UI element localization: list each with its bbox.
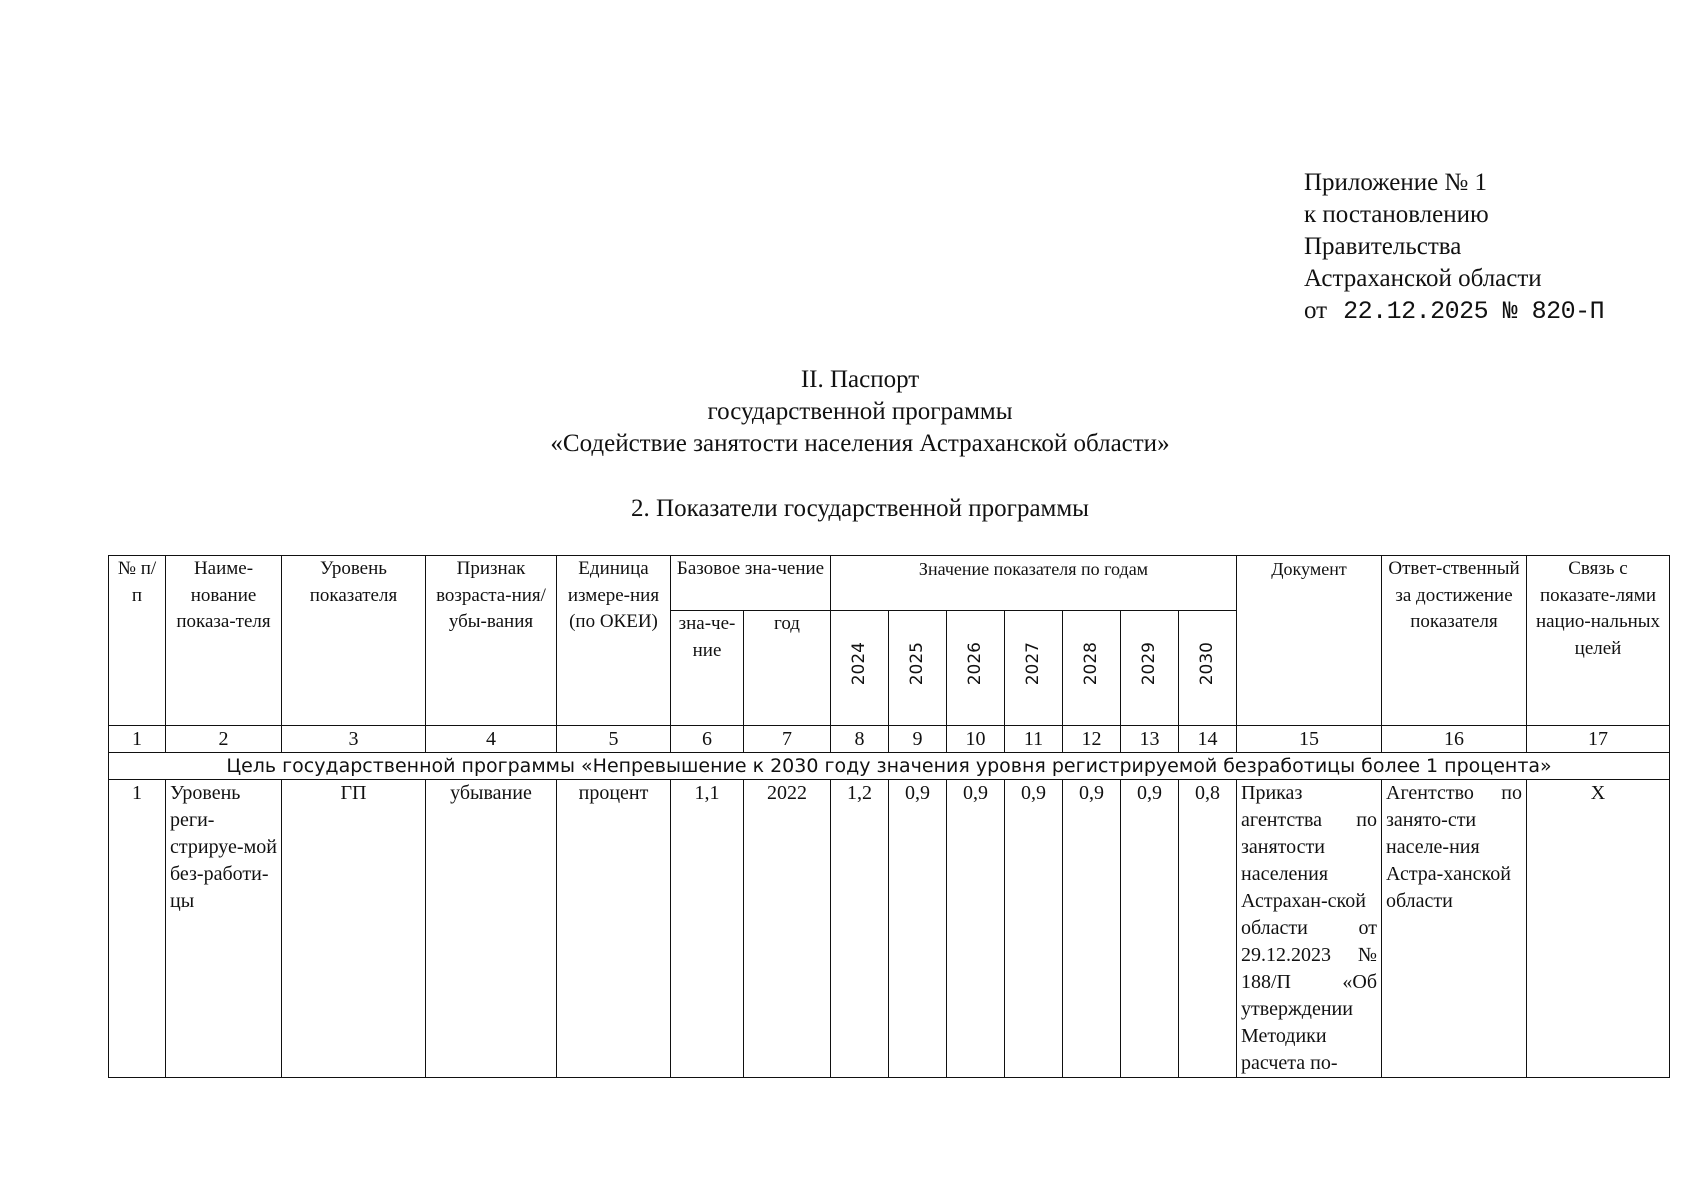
col-number: 5 [557,726,671,753]
header-year-2027 [1005,611,1063,726]
header-by-years: Значение показателя по годам [831,556,1237,611]
row-document: Приказ агентства по занятости населения Астрахан-ской области от 29.12.2023 № 188/П «Об утверждении Методики расчета по- [1237,780,1382,1078]
row-base-year: 2022 [744,780,831,1078]
row-value-2028: 0,9 [1063,780,1121,1078]
appendix-line-4: Астраханской области [1304,265,1542,292]
header-year-2024 [831,611,889,726]
header-trend: Признак возраста-ния/убы-вания [426,556,557,726]
row-trend: убывание [426,780,557,1078]
appendix-block [1304,167,1604,328]
col-number: 4 [426,726,557,753]
program-goal: Цель государственной программы «Непревышение к 2030 году значения уровня регистрируемой безработицы более 1 процента» [109,753,1670,780]
year-label: 2028 [1081,642,1102,686]
col-number: 2 [166,726,282,753]
col-number: 10 [947,726,1005,753]
title-line-3: «Содействие занятости населения Астраханской области» [550,430,1170,457]
row-num: 1 [109,780,166,1078]
col-number: 1 [109,726,166,753]
appendix-date-prefix: от [1304,297,1328,324]
header-base-year: год [744,611,831,726]
header-base: Базовое зна-чение [671,556,831,611]
row-responsible: Агентство по занято-сти населе-ния Астра-ханской области [1382,780,1527,1078]
header-base-value: зна-че-ние [671,611,744,726]
row-value-2026: 0,9 [947,780,1005,1078]
indicators-table [108,555,1670,1078]
row-link: Х [1527,780,1670,1078]
col-number: 15 [1237,726,1382,753]
header-responsible: Ответ-ственный за достижение показателя [1382,556,1527,726]
header-document: Документ [1237,556,1382,726]
header-year-2025 [889,611,947,726]
appendix-line-2: к постановлению [1304,201,1489,228]
year-label: 2030 [1197,642,1218,686]
col-number: 13 [1121,726,1179,753]
row-name: Уровень реги-стрируе-мой без-работи-цы [166,780,282,1078]
title-line-2: государственной программы [707,398,1013,425]
appendix-date-line [1304,295,1604,328]
header-name: Наиме-нование показа-теля [166,556,282,726]
table-row [109,780,1670,1078]
col-number: 6 [671,726,744,753]
row-level: ГП [282,780,426,1078]
col-number: 11 [1005,726,1063,753]
row-value-2027: 0,9 [1005,780,1063,1078]
header-unit: Единица измере-ния (по ОКЕИ) [557,556,671,726]
col-number: 7 [744,726,831,753]
col-number: 16 [1382,726,1527,753]
header-num: № п/п [109,556,166,726]
col-number: 12 [1063,726,1121,753]
title-line-1: II. Паспорт [800,366,920,393]
header-link: Связь с показате-лями нацио-нальных целей [1527,556,1670,726]
col-number: 14 [1179,726,1237,753]
year-label: 2025 [907,642,928,686]
col-number: 3 [282,726,426,753]
row-value-2030: 0,8 [1179,780,1237,1078]
row-unit: процент [557,780,671,1078]
header-level: Уровень показателя [282,556,426,726]
row-base-value: 1,1 [671,780,744,1078]
row-value-2024: 1,2 [831,780,889,1078]
section-title: 2. Показатели государственной программы [631,495,1089,522]
row-value-2029: 0,9 [1121,780,1179,1078]
header-year-2029 [1121,611,1179,726]
column-number-row [109,726,1670,753]
document-title [0,364,1701,460]
year-label: 2029 [1139,642,1160,686]
header-year-2030 [1179,611,1237,726]
year-label: 2027 [1023,642,1044,686]
col-number: 17 [1527,726,1670,753]
col-number: 9 [889,726,947,753]
appendix-line-1: Приложение № 1 [1304,169,1488,196]
col-number: 8 [831,726,889,753]
year-label: 2026 [965,642,986,686]
year-label: 2024 [849,642,870,686]
row-value-2025: 0,9 [889,780,947,1078]
header-year-2026 [947,611,1005,726]
appendix-line-3: Правительства [1304,233,1462,260]
header-year-2028 [1063,611,1121,726]
appendix-date-number: 22.12.2025 № 820-П [1343,297,1605,326]
